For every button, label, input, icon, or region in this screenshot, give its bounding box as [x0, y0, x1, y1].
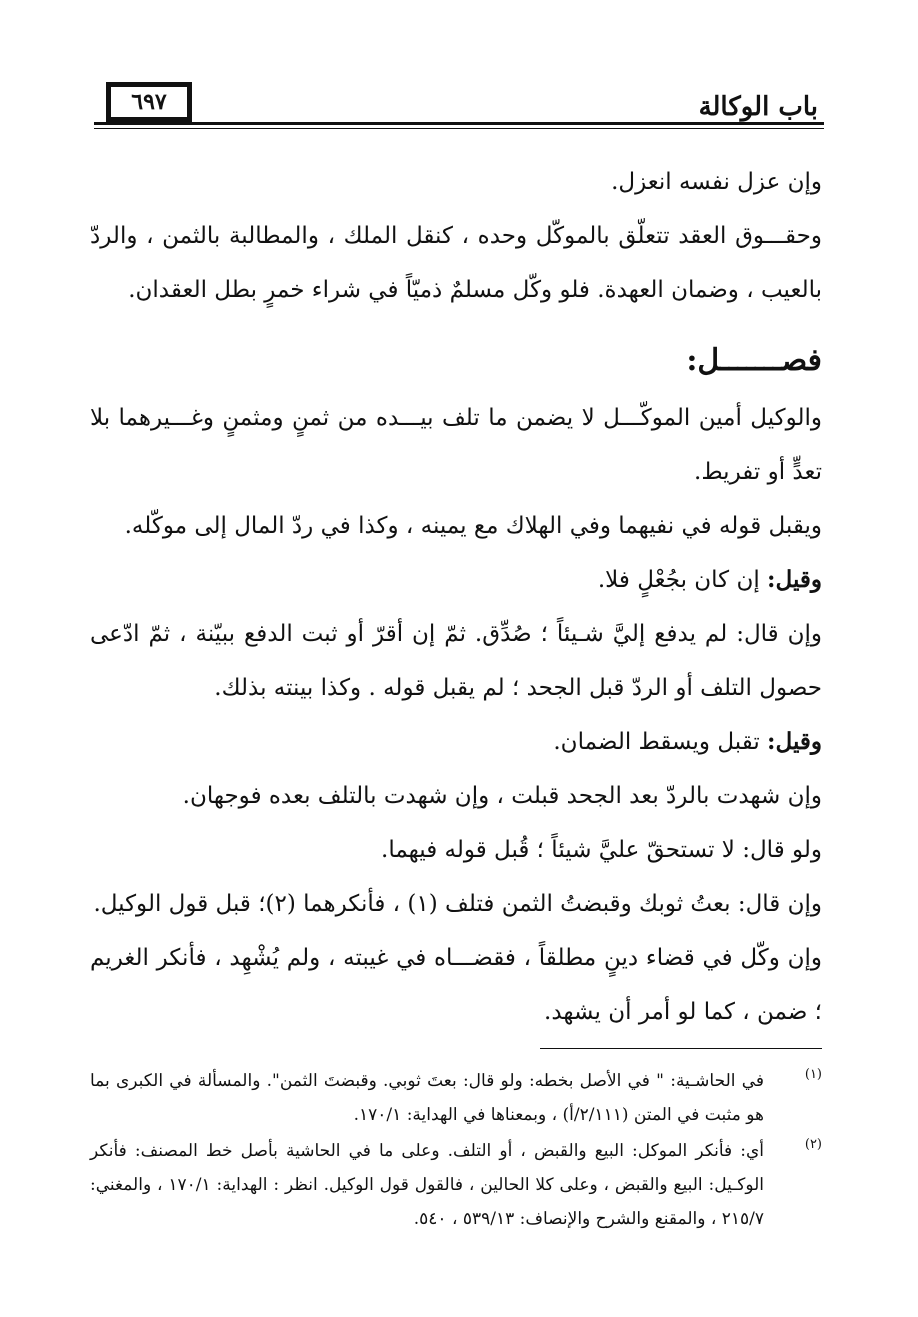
footnote-text: في الحاشـية: " في الأصل بخطه: ولو قال: بعتَ ثوبي. وقبضتَ الثمن". والمسألة في الكبرى بما هو مثبت في المتن (٢/١١١/أ) ، وبمعناها في الهداية: ١٧٠/١.: [90, 1071, 764, 1125]
paragraph-10: وإن قال: بعتُ ثوبك وقبضتُ الثمن فتلف (١) ، فأنكرهما (٢)؛ قبل قول الوكيل.: [93, 891, 822, 917]
footnote-marker: (١): [804, 1067, 822, 1082]
keyword-qila: وقيل:: [767, 728, 822, 755]
footnote-marker: (٢): [804, 1137, 822, 1152]
footnote-text: أي: فأنكر الموكل: البيع والقبض ، أو التلف. وعلى ما في الحاشية بأصل خط المصنف: فأنكر الوكـيل: البيع والقبض ، وعلى كلا الحالين ، فالقول قول الوكيل. انظر : الهداية: ١٧٠/١ ، والمغني: ٢١٥/٧ ، والمقنع والشرح والإنصاف: ٥٣٩/١٣ ، ٥٤٠.: [90, 1141, 765, 1229]
paragraph-7-text: تقبل ويسقط الضمان.: [553, 729, 768, 755]
section-heading: فصـــــــل:: [686, 343, 822, 378]
header-rule-thin: [94, 128, 824, 129]
footnote-1: [90, 1064, 822, 1132]
footnote-2: [90, 1134, 822, 1236]
paragraph-6: وإن قال: لم يدفع إليَّ شـيئاً ؛ صُدِّق. ثمّ إن أقرّ أو ثبت الدفع ببيّنة ، ثمّ ادّعى حصول التلف أو الردّ قبل الجحد ؛ لم يقبل قوله . وكذا بينته بذلك.: [90, 621, 822, 701]
footnotes: [90, 1064, 822, 1238]
paragraph-11: وإن وكّل في قضاء دينٍ مطلقاً ، فقضـــاه في غيبته ، ولم يُشْهِد ، فأنكر الغريم ؛ ضمن ، كما لو أمر أن يشهد.: [90, 945, 823, 1025]
paragraph-5: [90, 553, 822, 607]
footnote-separator: [540, 1048, 822, 1049]
keyword-qila: وقيل:: [767, 566, 822, 593]
paragraph-7: [90, 715, 822, 769]
paragraph-8: وإن شهدت بالردّ بعد الجحد قبلت ، وإن شهدت بالتلف بعده فوجهان.: [182, 783, 822, 809]
paragraph-2: وحقـــوق العقد تتعلّق بالموكّل وحده ، كنقل الملك ، والمطالبة بالثمن ، والردّ بالعيب ، وضمان العهدة. فلو وكّل مسلمٌ ذميّاً في شراء خمرٍ بطل العقدان.: [90, 223, 822, 303]
paragraph-5-text: إن كان بجُعْلٍ فلا.: [597, 567, 768, 593]
paragraph-9: ولو قال: لا تستحقّ عليَّ شيئاً ؛ قُبل قوله فيهما.: [381, 837, 822, 863]
page-number: ٦٩٧: [131, 89, 167, 115]
page-number-box: [106, 82, 192, 124]
page-header: [94, 82, 824, 132]
paragraph-1: وإن عزل نفسه انعزل.: [611, 169, 822, 195]
main-text: [90, 155, 822, 1039]
paragraph-3: والوكيل أمين الموكّـــل لا يضمن ما تلف بيـــده من ثمنٍ ومثمنٍ وغـــيرهما بلا تعدٍّ أو تفريط.: [90, 405, 822, 485]
header-rule-thick: [94, 122, 824, 125]
paragraph-4: ويقبل قوله في نفيهما وفي الهلاك مع يمينه ، وكذا في ردّ المال إلى موكّله.: [124, 513, 822, 539]
chapter-title: باب الوكالة: [698, 92, 818, 122]
